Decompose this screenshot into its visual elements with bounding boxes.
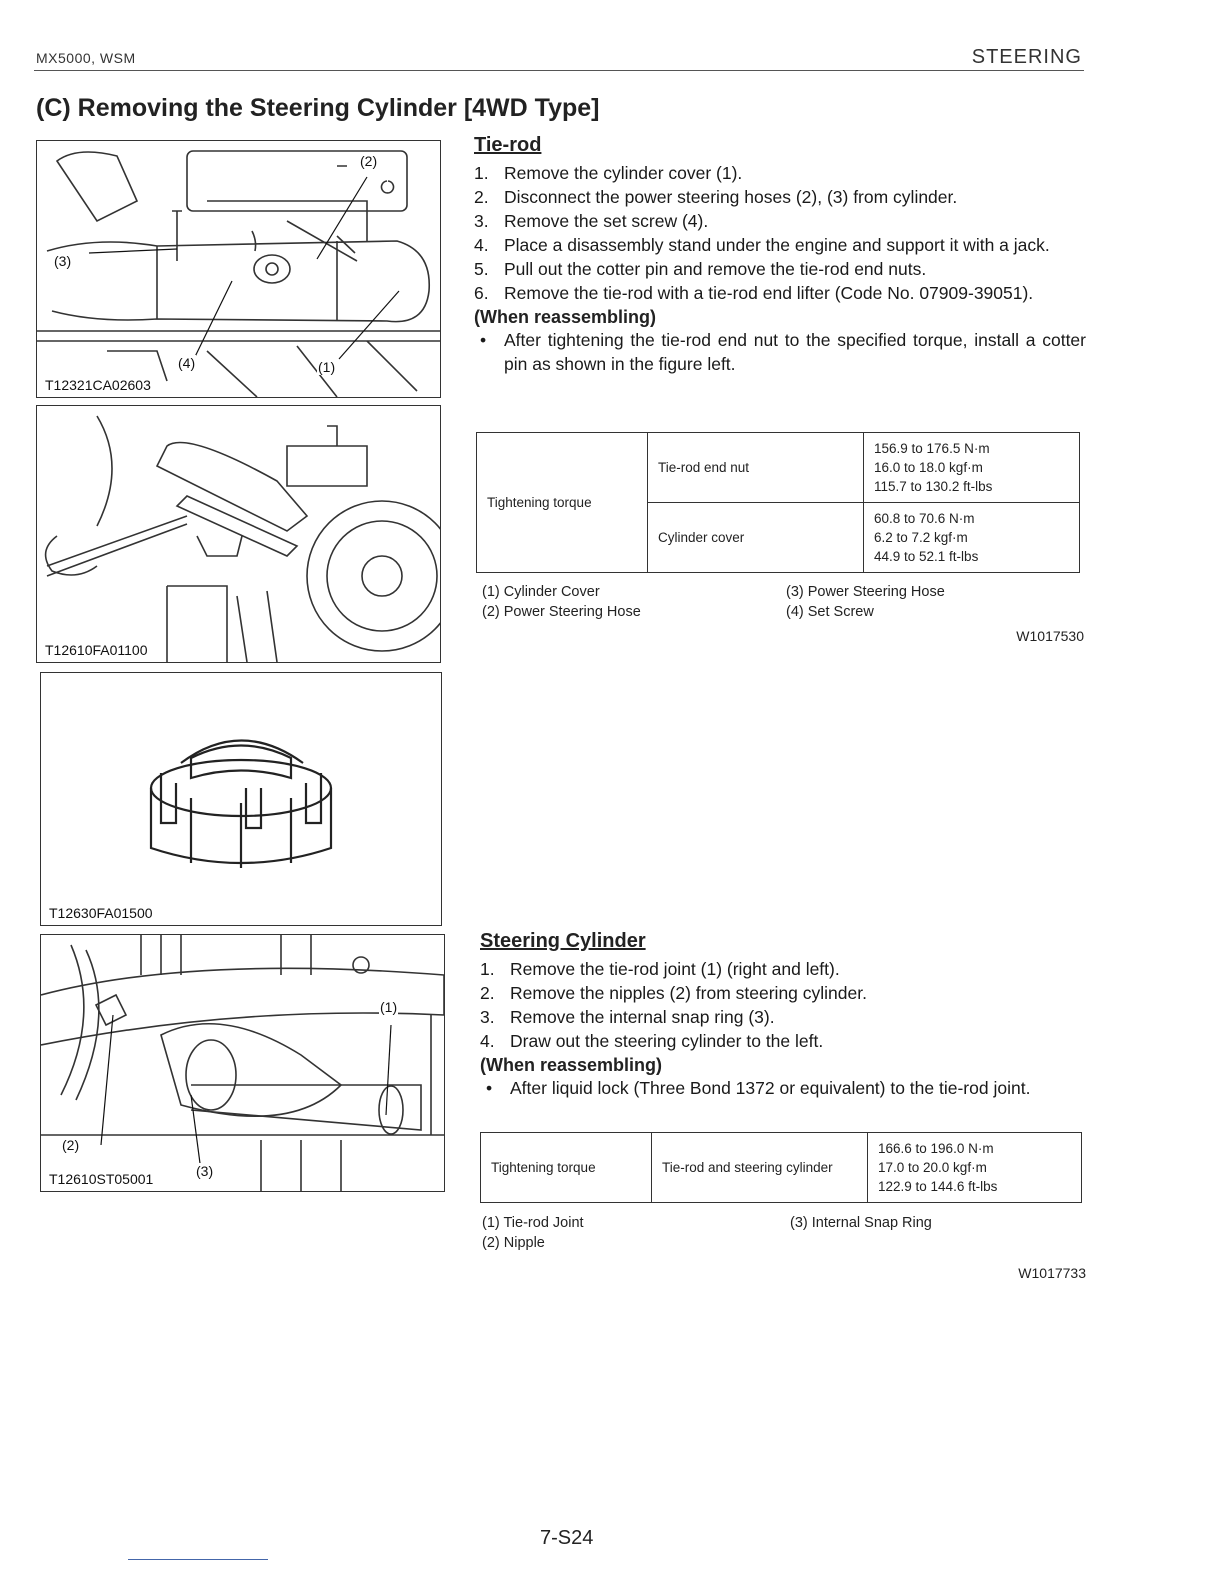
step-item: 3. Remove the set screw (4).: [474, 211, 709, 231]
reassembling-heading: (When reassembling): [474, 307, 657, 327]
tie-rod-legend-right: [786, 582, 945, 622]
torque-value: 156.9 to 176.5 N·m 16.0 to 18.0 kgf·m 115.7 to 130.2 ft-lbs: [864, 433, 1080, 503]
torque-label: Tightening torque: [481, 1133, 652, 1203]
figure-castle-nut: [40, 672, 442, 926]
step-item: 4. Draw out the steering cylinder to the left.: [480, 1031, 824, 1051]
legend-item: (2) Nipple: [482, 1235, 545, 1251]
callout-3: (3): [54, 253, 72, 269]
figure-code: T12610ST05001: [49, 1171, 154, 1187]
callout-1: (1): [380, 999, 398, 1015]
cylinder-torque-table: [480, 1132, 1082, 1203]
cylinder-legend-left: [482, 1213, 584, 1253]
torque-value: 166.6 to 196.0 N·m 17.0 to 20.0 kgf·m 122.9 to 144.6 ft-lbs: [868, 1133, 1082, 1203]
figure-tie-rod-lifter: [36, 405, 441, 663]
tie-rod-torque-table: [476, 432, 1080, 573]
step-item: 6. Remove the tie-rod with a tie-rod end lifter (Code No. 07909-39051).: [474, 283, 1034, 303]
legend-item: (2) Power Steering Hose: [482, 604, 641, 620]
legend-item: (3) Internal Snap Ring: [790, 1215, 932, 1231]
figure-steering-cylinder: [40, 934, 445, 1192]
reassembling-note: • After tightening the tie-rod end nut to the specified torque, install a cotter pin as shown in the figure left.: [480, 330, 1086, 374]
cylinder-legend-right: [790, 1213, 932, 1233]
section-name: STEERING: [971, 46, 1082, 68]
figure-code: T12630FA01500: [49, 905, 153, 921]
callout-1: (1): [318, 359, 336, 375]
figure-cylinder-overview: [36, 140, 441, 398]
step-item: 2. Disconnect the power steering hoses (2), (3) from cylinder.: [474, 187, 958, 207]
figure-steering-cylinder-drawing: [41, 935, 444, 1191]
torque-label: Tightening torque: [477, 433, 648, 573]
callout-4: (4): [178, 355, 196, 371]
callout-3: (3): [196, 1163, 214, 1179]
legend-item: (3) Power Steering Hose: [786, 584, 945, 600]
reassembling-heading: (When reassembling): [480, 1055, 663, 1075]
header-rule: [34, 70, 1084, 71]
step-item: 2. Remove the nipples (2) from steering cylinder.: [480, 983, 867, 1003]
figure-cylinder-overview-drawing: [37, 141, 440, 397]
step-item: 1. Remove the cylinder cover (1).: [474, 163, 743, 183]
page-title: (C) Removing the Steering Cylinder [4WD Type]: [36, 94, 600, 122]
figure-code: T12610FA01100: [45, 642, 148, 658]
footer-rule: [128, 1559, 268, 1560]
torque-item: Cylinder cover: [648, 503, 864, 573]
step-item: 4. Place a disassembly stand under the engine and support it with a jack.: [474, 235, 1050, 255]
tie-rod-legend-left: [482, 582, 641, 622]
callout-2: (2): [62, 1137, 80, 1153]
manual-id: MX5000, WSM: [36, 50, 136, 66]
figure-code: T12321CA02603: [45, 377, 151, 393]
steering-cylinder-section: [480, 930, 1086, 1100]
section-heading: Steering Cylinder: [480, 930, 646, 952]
torque-value: 60.8 to 70.6 N·m 6.2 to 7.2 kgf·m 44.9 to 52.1 ft-lbs: [864, 503, 1080, 573]
step-list: [474, 161, 1086, 305]
step-item: 5. Pull out the cotter pin and remove the tie-rod end nuts.: [474, 259, 927, 279]
section-heading: Tie-rod: [474, 134, 542, 156]
figure-tie-rod-lifter-drawing: [37, 406, 440, 662]
legend-item: (1) Cylinder Cover: [482, 584, 600, 600]
work-code: W1017530: [1016, 628, 1084, 644]
torque-item: Tie-rod end nut: [648, 433, 864, 503]
page-number: 7-S24: [540, 1527, 594, 1549]
legend-item: (4) Set Screw: [786, 604, 874, 620]
reassembling-note: • After liquid lock (Three Bond 1372 or equivalent) to the tie-rod joint.: [486, 1078, 1031, 1098]
step-list: [480, 957, 1086, 1053]
work-code: W1017733: [1018, 1265, 1086, 1281]
torque-item: Tie-rod and steering cylinder: [652, 1133, 868, 1203]
callout-2: (2): [360, 153, 378, 169]
tie-rod-section: [474, 134, 1086, 376]
figure-castle-nut-drawing: [41, 673, 441, 925]
legend-item: (1) Tie-rod Joint: [482, 1215, 584, 1231]
step-item: 3. Remove the internal snap ring (3).: [480, 1007, 775, 1027]
step-item: 1. Remove the tie-rod joint (1) (right and left).: [480, 959, 840, 979]
